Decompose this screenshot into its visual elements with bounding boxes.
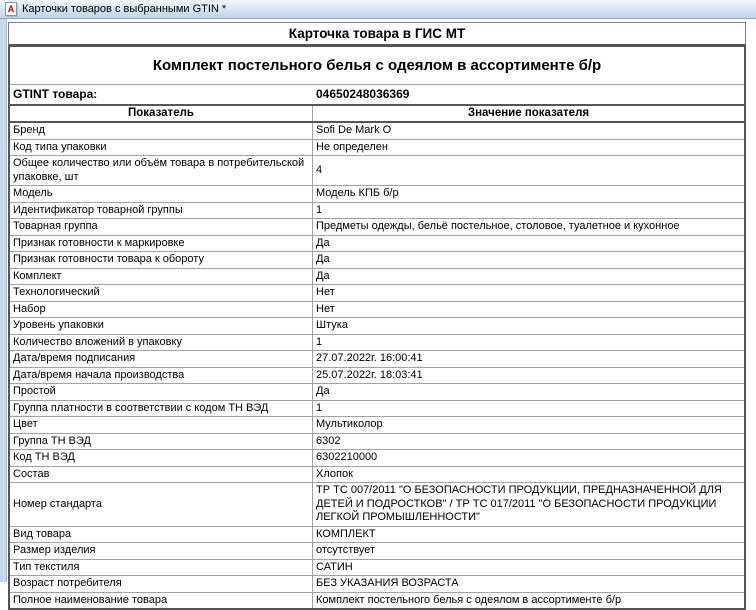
table-row: [10, 351, 744, 368]
value-cell: Штука: [316, 319, 348, 331]
document-tab-title: Карточки товаров с выбранными GTIN *: [22, 3, 227, 15]
indicator-cell: Количество вложений в упаковку: [10, 335, 313, 351]
indicator-cell: Уровень упаковки: [10, 318, 313, 334]
table-row: [10, 543, 744, 560]
table-row: [10, 203, 744, 220]
indicator-cell: Общее количество или объём товара в потребительской упаковке, шт: [10, 156, 313, 185]
value-cell: Sofi De Mark O: [316, 124, 392, 136]
table-row: [10, 384, 744, 401]
document-tab[interactable]: [0, 0, 756, 19]
indicator-cell: Группа платности в соответствии с кодом ТН ВЭД: [10, 401, 313, 417]
value-cell: отсутствует: [316, 544, 376, 556]
table-row: [10, 527, 744, 544]
indicator-cell: Код ТН ВЭД: [10, 450, 313, 466]
indicator-cell: Бренд: [10, 123, 313, 139]
value-cell: 1: [316, 401, 323, 414]
value-cell: Комплект постельного белья с одеялом в ассортименте б/р: [316, 593, 622, 606]
value-cell: 4: [316, 163, 323, 176]
indicator-cell: Простой: [10, 384, 313, 400]
indicator-cell: Модель: [10, 186, 313, 202]
product-card-report: [8, 22, 746, 610]
value-cell: Модель КПБ б/р: [316, 187, 399, 199]
value-cell: 6302210000: [316, 451, 378, 463]
indicator-cell: Вид товара: [10, 527, 313, 543]
value-cell: КОМПЛЕКТ: [316, 527, 376, 540]
report-title: Карточка товара в ГИС МТ: [8, 22, 746, 46]
table-row: [10, 285, 744, 302]
table-row: [10, 434, 744, 451]
product-name: Комплект постельного белья с одеялом в ассортименте б/р: [10, 47, 744, 85]
table-row: [10, 156, 744, 186]
indicator-cell: Набор: [10, 302, 313, 318]
indicator-cell: Цвет: [10, 417, 313, 433]
indicator-cell: Идентификатор товарной группы: [10, 203, 313, 219]
value-cell: 6302: [316, 434, 341, 447]
table-row: [10, 140, 744, 157]
value-cell: 25.07.2022г. 18:03:41: [316, 368, 423, 381]
product-card-box: [8, 46, 746, 610]
indicator-cell: Группа ТН ВЭД: [10, 434, 313, 450]
value-cell: Да: [316, 385, 330, 397]
value-cell: 1: [316, 335, 323, 348]
table-header-row: [10, 106, 744, 123]
table-row: [10, 368, 744, 385]
gtin-label: GTINT товара:: [13, 87, 98, 101]
value-cell: Не определен: [316, 140, 388, 153]
attributes-table-body: [10, 123, 744, 608]
value-cell: Хлопок: [316, 467, 353, 480]
indicator-cell: Тип текстиля: [10, 560, 313, 576]
value-cell: Мультиколор: [316, 418, 383, 430]
table-row: [10, 269, 744, 286]
indicator-cell: Возраст потребителя: [10, 576, 313, 592]
value-cell: 1: [316, 203, 323, 216]
header-value: Значение показателя: [467, 107, 590, 119]
table-row: [10, 123, 744, 140]
table-row: [10, 483, 744, 527]
indicator-cell: Технологический: [10, 285, 313, 301]
table-row: [10, 252, 744, 269]
value-cell: САТИН: [316, 560, 353, 573]
value-cell: Нет: [316, 286, 335, 298]
value-cell: Да: [316, 269, 330, 282]
value-cell: Нет: [316, 302, 335, 315]
value-cell: Да: [316, 253, 330, 265]
table-row: [10, 576, 744, 593]
value-cell: Да: [316, 236, 330, 249]
indicator-cell: Признак готовности к маркировке: [10, 236, 313, 252]
table-row: [10, 219, 744, 236]
value-cell: 27.07.2022г. 16:00:41: [316, 352, 423, 364]
table-row: [10, 417, 744, 434]
gtin-value: 04650248036369: [316, 87, 410, 101]
table-row: [10, 401, 744, 418]
table-row: [10, 318, 744, 335]
report-document-icon: A: [5, 2, 17, 16]
indicator-cell: Дата/время начала производства: [10, 368, 313, 384]
app-background-strip: [0, 19, 7, 582]
value-cell: БЕЗ УКАЗАНИЯ ВОЗРАСТА: [316, 577, 459, 589]
indicator-cell: Номер стандарта: [10, 483, 313, 526]
indicator-cell: Состав: [10, 467, 313, 483]
table-row: [10, 467, 744, 484]
indicator-cell: Комплект: [10, 269, 313, 285]
table-row: [10, 593, 744, 609]
table-row: [10, 236, 744, 253]
indicator-cell: Размер изделия: [10, 543, 313, 559]
table-row: [10, 302, 744, 319]
gtin-row: [10, 85, 744, 106]
header-indicator: Показатель: [10, 106, 313, 121]
indicator-cell: Дата/время подписания: [10, 351, 313, 367]
indicator-cell: Полное наименование товара: [10, 593, 313, 609]
indicator-cell: Код типа упаковки: [10, 140, 313, 156]
table-row: [10, 335, 744, 352]
indicator-cell: Признак готовности товара к обороту: [10, 252, 313, 268]
table-row: [10, 560, 744, 577]
value-cell: ТР ТС 007/2011 "О БЕЗОПАСНОСТИ ПРОДУКЦИИ, ПРЕДНАЗНАЧЕННОЙ ДЛЯ ДЕТЕЙ И ПОДРОСТКОВ" / ТР ТС 017/2011 "О БЕЗОПАСНОСТИ ПРОДУКЦИИ ЛЕГКОЙ ПРОМЫШЛЕННОСТИ": [316, 484, 722, 523]
indicator-cell: Товарная группа: [10, 219, 313, 235]
table-row: [10, 450, 744, 467]
value-cell: Предметы одежды, бельё постельное, столовое, туалетное и кухонное: [316, 220, 680, 232]
table-row: [10, 186, 744, 203]
